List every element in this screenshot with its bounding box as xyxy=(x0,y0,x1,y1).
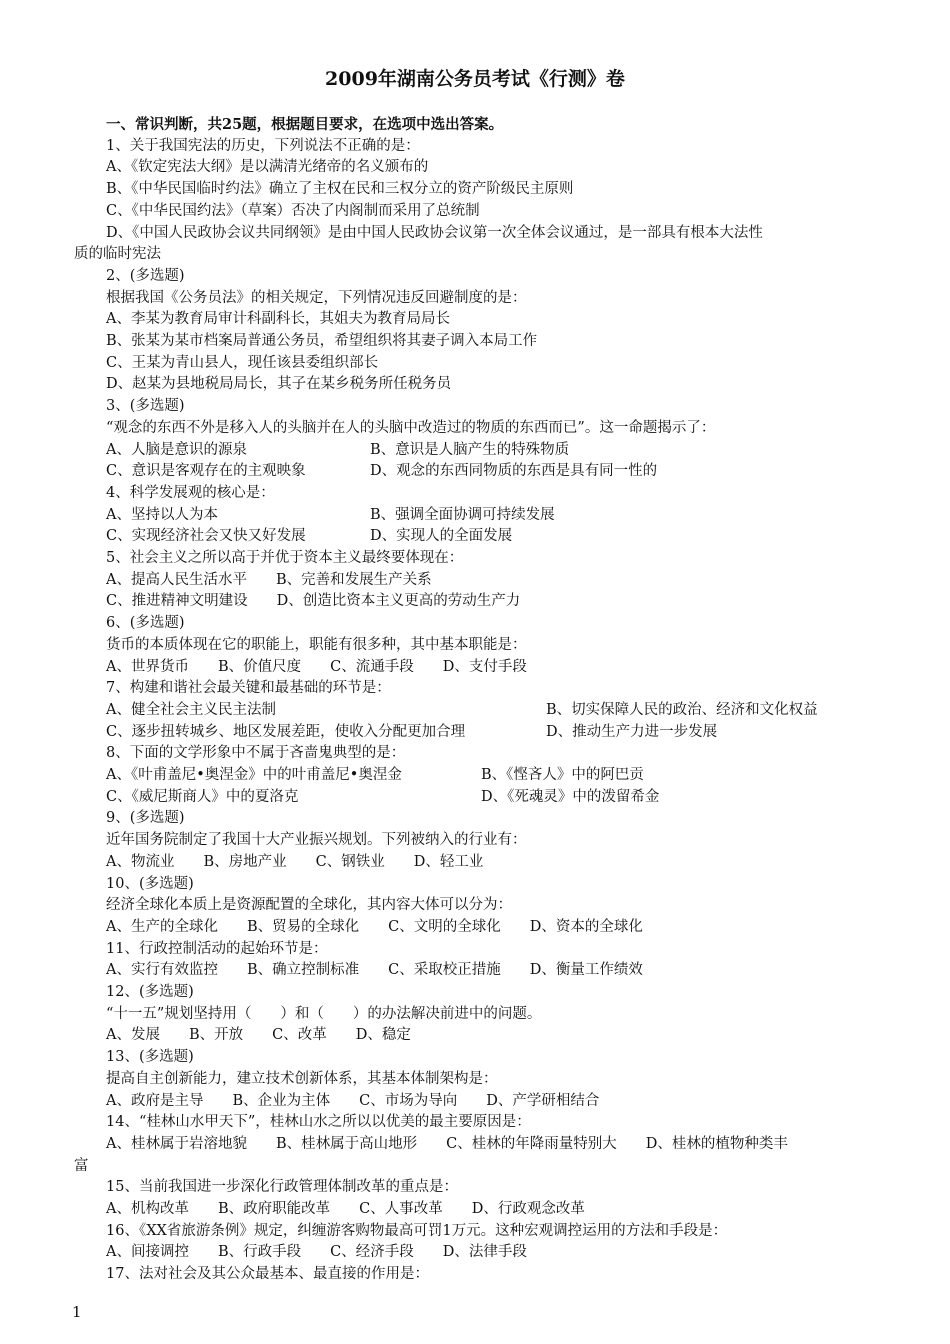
text-line xyxy=(106,136,420,157)
line-text: “十一五”规划坚持用（ ）和（ ）的办法解决前进中的问题。 xyxy=(106,1005,542,1022)
page-title: 2009年湖南公务员考试《行测》卷 xyxy=(325,68,625,90)
line-text: 根据我国《公务员法》的相关规定，下列情况违反回避制度的是： xyxy=(106,289,527,306)
line-text: 13、(多选题) xyxy=(106,1049,194,1066)
text-line xyxy=(106,374,451,395)
line-text: 质的临时宪法 xyxy=(74,246,161,263)
text-line xyxy=(106,1112,531,1133)
option-column-2: B、意识是人脑产生的特殊物质 xyxy=(370,441,570,458)
line-text: A、坚持以人为本 xyxy=(106,506,218,523)
text-line xyxy=(106,483,275,504)
line-text: 经济全球化本质上是资源配置的全球化，其内容大体可以分为： xyxy=(106,897,512,914)
text-line xyxy=(106,548,463,569)
text-line xyxy=(106,331,537,352)
text-line xyxy=(106,179,573,200)
text-line xyxy=(106,917,643,938)
text-line xyxy=(106,960,643,981)
text-line xyxy=(106,635,527,656)
text-line xyxy=(106,396,185,417)
text-line xyxy=(106,440,247,461)
text-line xyxy=(106,288,527,309)
text-line xyxy=(106,895,512,916)
text-line xyxy=(106,223,763,244)
text-line xyxy=(106,1264,429,1285)
text-line xyxy=(106,570,432,591)
text-line xyxy=(106,157,428,178)
line-text: 2、(多选题) xyxy=(106,267,185,284)
line-text: 12、(多选题) xyxy=(106,984,194,1000)
text-line xyxy=(106,353,378,374)
line-text: A、物流业 B、房地产业 C、钢铁业 D、轻工业 xyxy=(106,853,484,870)
option-column-2: D、观念的东西同物质的东西是具有同一性的 xyxy=(370,463,658,480)
line-text: 3、(多选题) xyxy=(106,398,185,415)
line-text: B、张某为某市档案局普通公务员，希望组织将其妻子调入本局工作 xyxy=(106,333,538,349)
line-text: A、生产的全球化 B、贸易的全球化 C、文明的全球化 D、资本的全球化 xyxy=(106,918,643,935)
option-column-2: D、实现人的全面发展 xyxy=(370,528,513,545)
option-column-2: B、强调全面协调可持续发展 xyxy=(370,506,555,523)
line-text: 近年国务院制定了我国十大产业振兴规划。下列被纳入的行业有： xyxy=(106,832,527,849)
line-text: C、推进精神文明建设 D、创造比资本主义更高的劳动生产力 xyxy=(106,593,521,610)
line-text: C、王某为青山县人，现任该县委组织部长 xyxy=(106,354,379,371)
option-column-2: D、《死魂灵》中的泼留希金 xyxy=(481,788,660,805)
line-text: 1、关于我国宪法的历史，下列说法不正确的是： xyxy=(106,137,420,154)
text-line xyxy=(106,678,391,699)
line-text: A、政府是主导 B、企业为主体 C、市场为导向 D、产学研相结合 xyxy=(106,1092,600,1109)
line-text: C、逐步扭转城乡、地区发展差距，使收入分配更加合理 xyxy=(106,723,466,740)
line-text: A、间接调控 B、行政手段 C、经济手段 D、法律手段 xyxy=(106,1244,527,1261)
line-text: A、机构改革 B、政府职能改革 C、人事改革 D、行政观念改革 xyxy=(106,1201,585,1217)
line-text: A、发展 B、开放 C、改革 D、稳定 xyxy=(106,1027,411,1044)
text-line xyxy=(106,1221,727,1242)
line-text: D、《中国人民政协会议共同纲领》是由中国人民政协会议第一次全体会议通过，是一部具有根本大法性 xyxy=(106,224,763,241)
line-text: A、健全社会主义民主法制 xyxy=(106,701,276,718)
line-text: 15、当前我国进一步深化行政管理体制改革的重点是： xyxy=(106,1179,458,1196)
option-column-2: D、推动生产力进一步发展 xyxy=(546,723,718,740)
text-line xyxy=(106,1091,599,1112)
text-line xyxy=(106,743,405,764)
text-line xyxy=(106,982,194,1003)
line-text: A、实行有效监控 B、确立控制标准 C、采取校正措施 D、衡量工作绩效 xyxy=(106,962,643,979)
text-line xyxy=(106,1242,527,1263)
text-line xyxy=(106,266,185,287)
text-line xyxy=(106,700,276,721)
text-line xyxy=(106,1199,585,1220)
text-line xyxy=(106,874,194,895)
line-text: 4、科学发展观的核心是： xyxy=(106,484,275,501)
line-text: “观念的东西不外是移入人的头脑并在人的头脑中改造过的物质的东西而已”。这一命题揭示了： xyxy=(106,419,716,436)
line-text: C、《中华民国约法》（草案）否决了内阁制而采用了总统制 xyxy=(106,202,480,219)
text-line xyxy=(74,1156,89,1177)
line-text: A、《钦定宪法大纲》是以满清光绪帝的名义颁布的 xyxy=(106,159,429,176)
line-text: B、《中华民国临时约法》确立了主权在民和三权分立的资产阶级民主原则 xyxy=(106,181,574,198)
line-text: 9、(多选题) xyxy=(106,810,185,827)
page-number: 1 xyxy=(72,1303,82,1321)
option-column-2: B、《悭吝人》中的阿巴贡 xyxy=(481,767,644,783)
text-line xyxy=(106,1134,788,1155)
line-text: C、实现经济社会又快又好发展 xyxy=(106,528,306,545)
text-line xyxy=(106,852,483,873)
line-text: 17、法对社会及其公众最基本、最直接的作用是： xyxy=(106,1266,429,1283)
line-text: 富 xyxy=(74,1157,89,1174)
line-text: 5、社会主义之所以高于并优于资本主义最终要体现在： xyxy=(106,550,464,566)
text-line xyxy=(106,1177,458,1198)
line-text: C、意识是客观存在的主观映象 xyxy=(106,463,306,480)
text-line xyxy=(106,939,327,960)
text-line xyxy=(106,526,306,547)
text-line xyxy=(106,808,185,829)
line-text: A、《叶甫盖尼•奥涅金》中的叶甫盖尼•奥涅金 xyxy=(106,767,402,783)
text-line xyxy=(106,1047,194,1068)
line-text: 货币的本质体现在它的职能上，职能有很多种，其中基本职能是： xyxy=(106,636,527,653)
line-text: 11、行政控制活动的起始环节是： xyxy=(106,940,328,957)
line-text: D、赵某为县地税局局长，其子在某乡税务所任税务员 xyxy=(106,376,452,393)
line-text: A、人脑是意识的源泉 xyxy=(106,441,247,458)
text-line xyxy=(106,1069,498,1090)
text-line xyxy=(106,505,218,526)
text-line xyxy=(106,591,520,612)
text-line xyxy=(106,722,465,743)
line-text: A、提高人民生活水平 B、完善和发展生产关系 xyxy=(106,571,432,588)
line-text: 7、构建和谐社会最关键和最基础的环节是： xyxy=(106,680,391,697)
text-line xyxy=(106,418,715,439)
text-line xyxy=(74,244,161,265)
text-line xyxy=(106,830,527,851)
text-line xyxy=(106,657,527,678)
line-text: C、《威尼斯商人》中的夏洛克 xyxy=(106,788,299,805)
line-text: 16、《XX省旅游条例》规定，纠缠游客购物最高可罚1万元。这种宏观调控运用的方法和手段是： xyxy=(106,1222,728,1239)
text-line xyxy=(106,309,450,330)
text-line xyxy=(106,1025,411,1046)
text-line xyxy=(106,765,402,786)
line-text: A、世界货币 B、价值尺度 C、流通手段 D、支付手段 xyxy=(106,658,527,675)
section-heading: 一、常识判断，共25题，根据题目要求，在选项中选出答案。 xyxy=(106,116,504,133)
text-line xyxy=(106,461,306,482)
text-line xyxy=(106,613,185,634)
line-text: 10、(多选题) xyxy=(106,875,194,892)
option-column-2: B、切实保障人民的政治、经济和文化权益 xyxy=(546,701,818,718)
line-text: 14、“桂林山水甲天下”，桂林山水之所以以优美的最主要原因是： xyxy=(106,1114,531,1131)
line-text: 提高自主创新能力，建立技术创新体系，其基本体制架构是： xyxy=(106,1070,498,1087)
line-text: 8、下面的文学形象中不属于吝啬鬼典型的是： xyxy=(106,745,406,762)
line-text: A、桂林属于岩溶地貌 B、桂林属于高山地形 C、桂林的年降雨量特别大 D、桂林的植物种类丰 xyxy=(106,1135,788,1152)
text-line xyxy=(106,1004,541,1025)
line-text: A、李某为教育局审计科副科长，其姐夫为教育局局长 xyxy=(106,311,450,328)
text-line xyxy=(106,787,298,808)
text-line xyxy=(106,201,480,222)
line-text: 6、(多选题) xyxy=(106,615,185,632)
